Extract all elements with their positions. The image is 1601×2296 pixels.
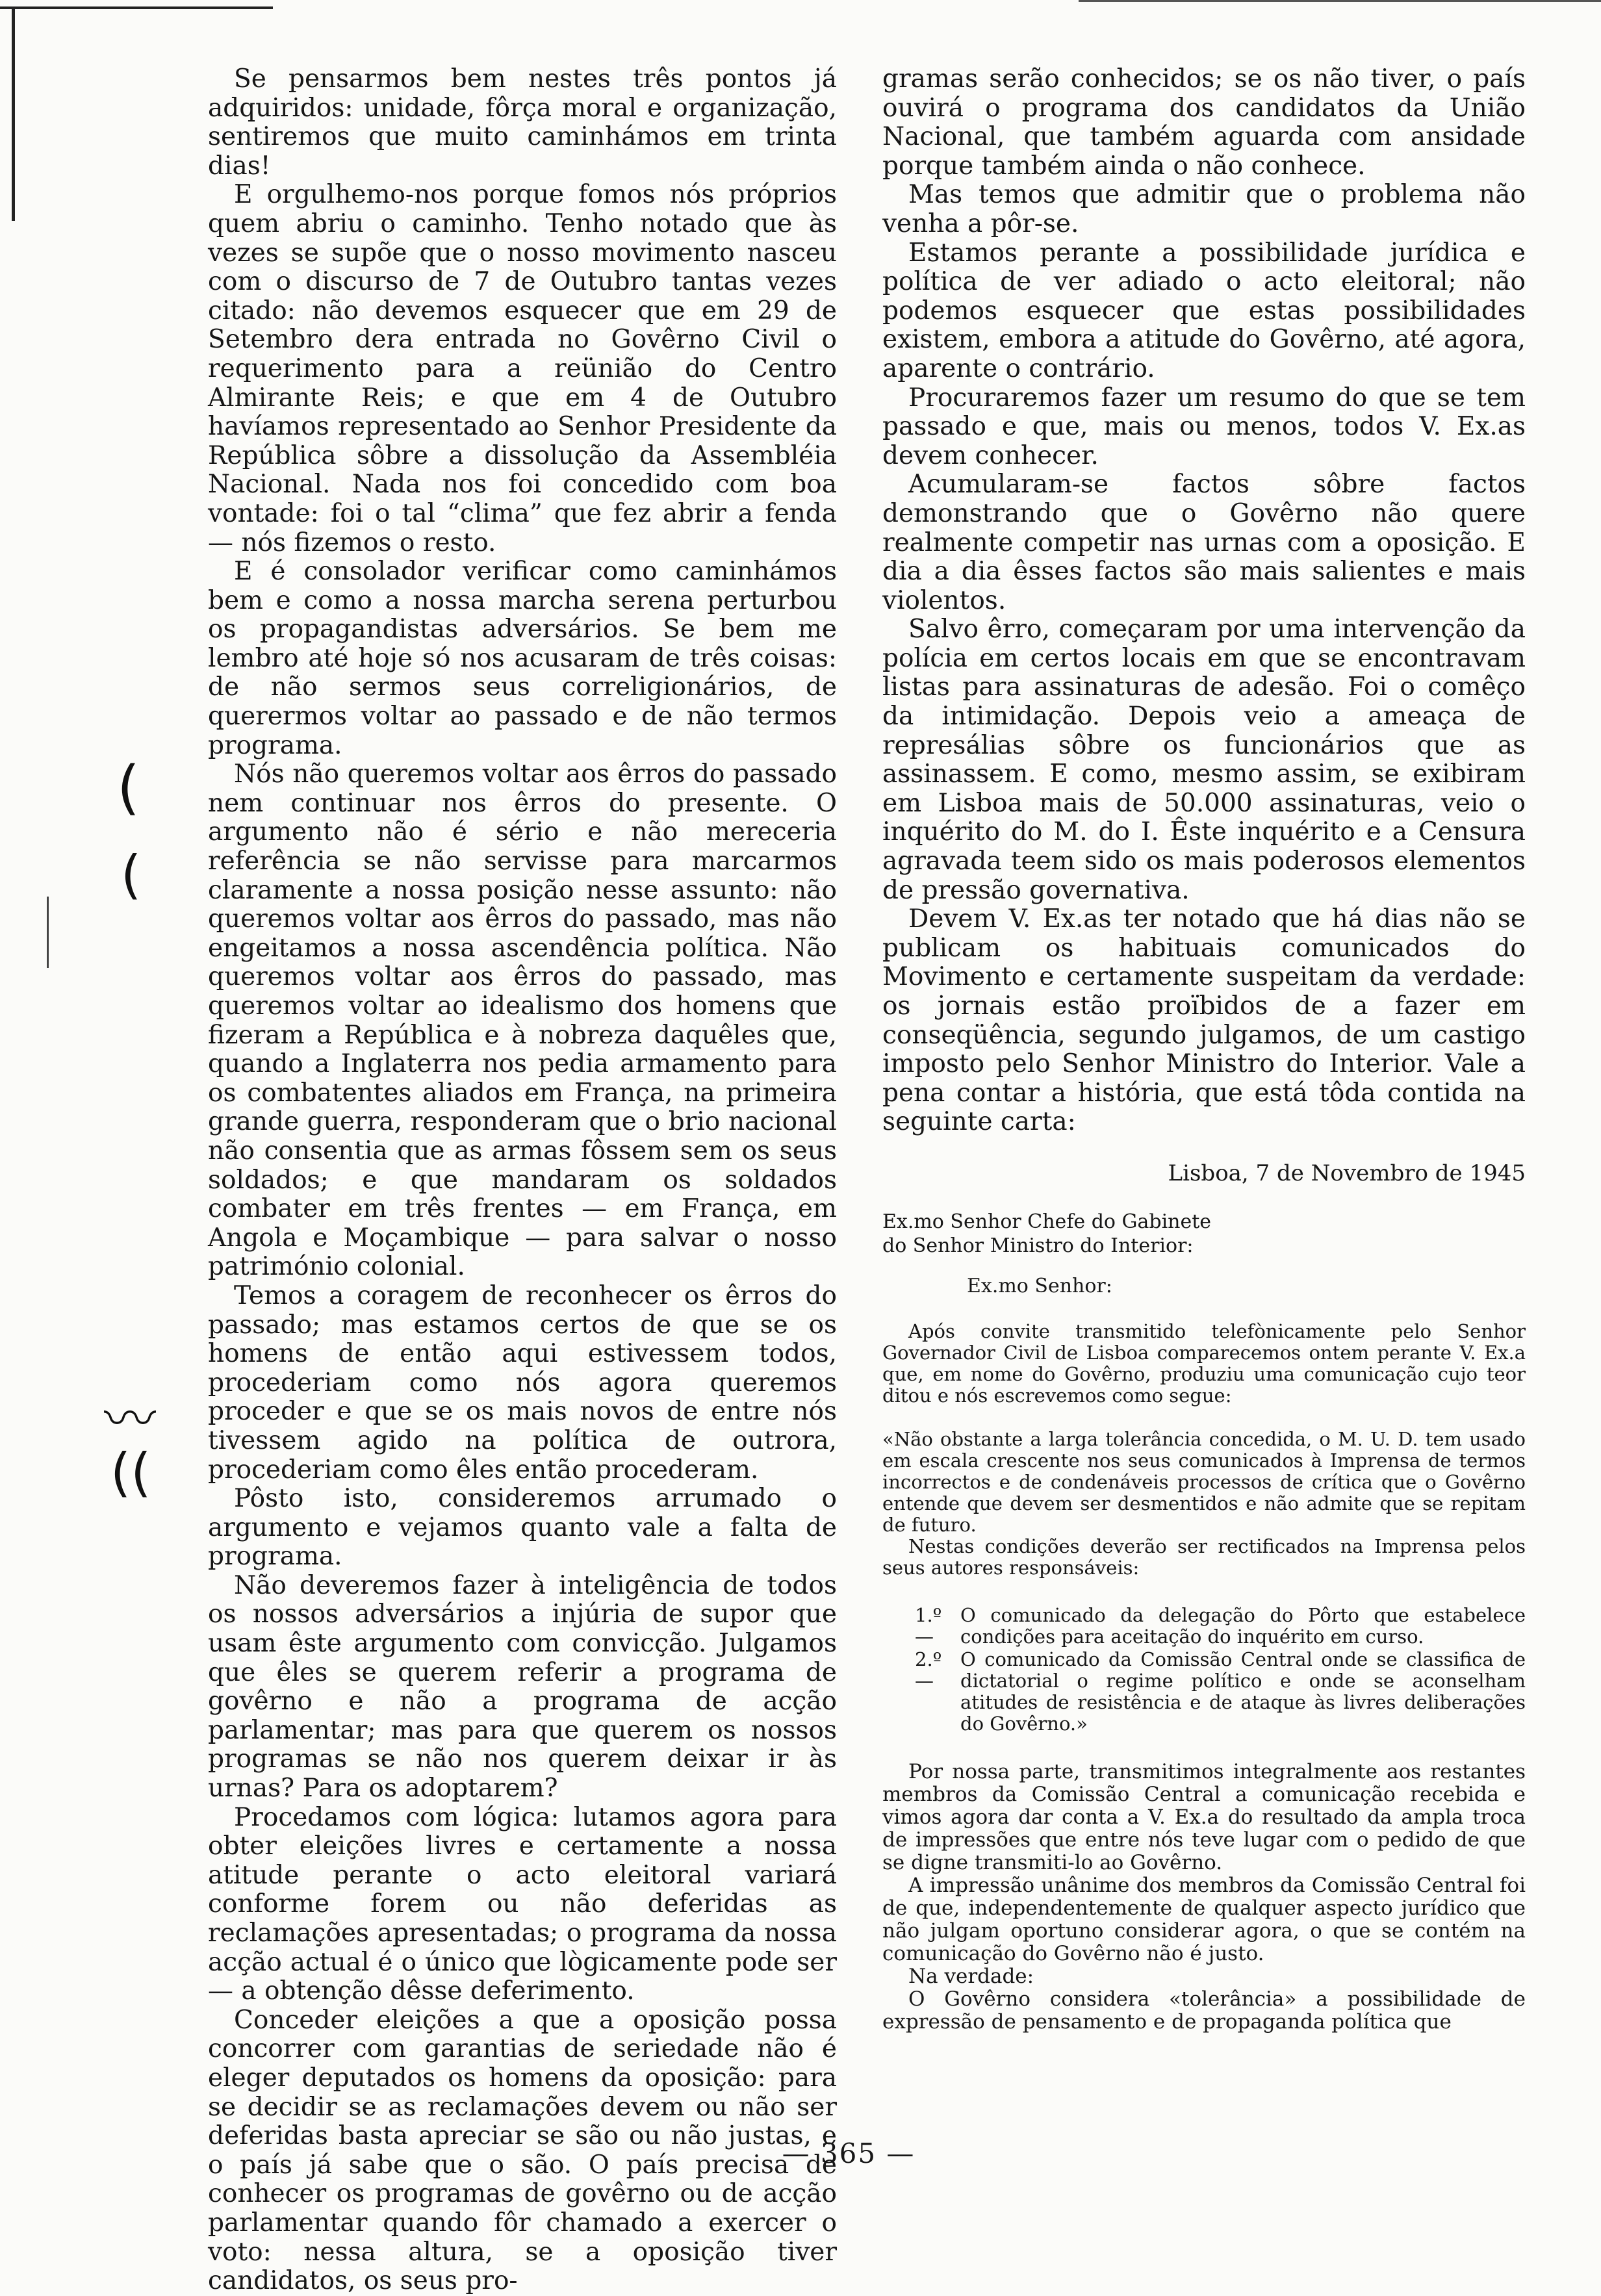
margin-mark-2: ( [121, 845, 142, 905]
page-number: — 365 — [782, 2137, 916, 2169]
letter-date: Lisboa, 7 de Novembro de 1945 [1168, 1160, 1526, 1186]
letter-after-paragraph-4: O Govêrno considera «tolerância» a possibilidade de expressão de pensamento e de propaganda política que [882, 1987, 1526, 2034]
letter-intro: Após convite transmitido telefònicamente pelo Senhor Governador Civil de Lisboa comparecemos ontem perante V. Ex.a que, em nome do Govêrno, produziu uma comunicação cujo teor ditou e nós escrevemos como segue: [882, 1320, 1526, 1407]
letter-after-paragraph-1: Por nossa parte, transmitimos integralmente aos restantes membros da Comissão Central a comunicação recebida e vimos agora dar conta a V. Ex.a do resultado da ampla troca de impressões que entre nós teve lugar com o pedido de que se digne transmiti-lo ao Govêrno. [882, 1759, 1526, 1874]
margin-mark-3: 〰 [104, 1389, 156, 1449]
letter-intro-block [882, 1321, 1526, 1407]
left-paragraph-9: Conceder eleições a que a oposição possa concorrer com garantias de seriedade não é eleger deputados os homens da oposição: para se decidir se as reclamações devem ou não ser deferidas basta apreciar se são ou não justas, e o país já sabe que o são. O país precisa de conhecer os programas de govêrno ou de acção parlamentar quando fôr chamado a exercer o voto: nessa altura, se a oposição tiver candidatos, os seus pro- [208, 2005, 837, 2296]
margin-mark-1: ( [117, 754, 140, 822]
left-paragraph-3: E é consolador verificar como caminhámos bem e como a nossa marcha serena perturbou os propagandistas adversários. Se bem me lembro até hoje só nos acusaram de três coisas: de não sermos seus correligionários, de querermos voltar ao passado e de não termos programa. [208, 557, 837, 760]
letter-after-paragraph-3: Na verdade: [908, 1964, 1034, 1988]
letter-item [882, 1605, 1526, 1648]
right-paragraph-3: Estamos perante a possibilidade jurídica e política de ver adiado o acto eleitoral; não podemos esquecer que estas possibilidades existem, embora a atitude do Govêrno, até agora, aparente o contrário. [882, 238, 1526, 383]
left-paragraph-7: Não deveremos fazer à inteligência de todos os nossos adversários a injúria de supor que usam êste argumento com convicção. Julgamos que êles se querem referir a programa de govêrno e não a programa de acção parlamentar; mas para que querem os nossos programas se não nos querem deixar ir às urnas? Para os adoptarem? [208, 1570, 837, 1804]
letter-addressee [882, 1210, 1526, 1258]
letter-addressee-line-2: do Senhor Ministro do Interior: [882, 1234, 1194, 1257]
letter-quote [882, 1429, 1526, 1579]
right-paragraph-1: gramas serão conhecidos; se os não tiver, o país ouvirá o programa dos candidatos da União Nacional, que também aguarda com ansidade porque também ainda o não conhece. [882, 64, 1526, 181]
left-paragraph-6: Pôsto isto, consideremos arrumado o argumento e vejamos quanto vale a falta de programa. [208, 1484, 837, 1572]
left-column [208, 65, 837, 2296]
margin-mark-4: (( [110, 1442, 151, 1503]
letter-addressee-line-1: Ex.mo Senhor Chefe do Gabinete [882, 1210, 1212, 1233]
letter-salutation: Ex.mo Senhor: [967, 1274, 1112, 1297]
letter-item-text: O comunicado da delegação do Pôrto que estabelece condições para aceitação do inquérito em curso. [960, 1603, 1526, 1648]
scan-edge-left [12, 6, 15, 221]
left-paragraph-5: Temos a coragem de reconhecer os êrros do passado; mas estamos certos de que se os homens de então aqui estivessem todos, procederiam como nós agora queremos proceder e que se os mais novos de entre nós tivessem agido na política de outrora, procederiam como êles então procederam. [208, 1281, 837, 1485]
scan-edge-top-right [1079, 0, 1601, 2]
letter-item-text: O comunicado da Comissão Central onde se classifica de dictatorial o regime político e onde se aconselham atitudes de resistência e de ataque às livres deliberações do Govêrno.» [960, 1648, 1526, 1735]
letter-items [882, 1605, 1526, 1735]
letter-item-number: 1.º — [915, 1603, 942, 1648]
right-column [882, 65, 1526, 2034]
right-paragraph-5: Acumularam-se factos sôbre factos demonstrando que o Govêrno não quere realmente competir nas urnas com a oposição. E dia a dia êsses factos são mais salientes e mais violentos. [882, 470, 1526, 615]
right-paragraph-6: Salvo êrro, começaram por uma intervenção da polícia em certos locais em que se encontravam listas para assinaturas de adesão. Foi o comêço da intimidação. Depois veio a ameaça de represálias sôbre os funcionários que as assinassem. E como, mesmo assim, se exibiram em Lisboa mais de 50.000 assinaturas, veio o inquérito do M. do I. Êste inquérito e a Censura agravada teem sido os mais poderosos elementos de pressão governativa. [882, 615, 1526, 905]
letter-item [882, 1649, 1526, 1735]
letter-quote-paragraph-2: Nestas condições deverão ser rectificados na Imprensa pelos seus autores responsáveis: [882, 1535, 1526, 1579]
letter-after-paragraph-2: A impressão unânime dos membros da Comissão Central foi de que, independentemente de qualquer aspecto jurídico que não julgam oportuno considerar agora, o que se contém na comunicação do Govêrno não é justo. [882, 1873, 1526, 1965]
right-paragraph-4: Procuraremos fazer um resumo do que se tem passado e que, mais ou menos, todos V. Ex.as devem conhecer. [882, 383, 1526, 470]
scan-edge-top-left [0, 6, 273, 9]
left-paragraph-8: Procedamos com lógica: lutamos agora para obter eleições livres e certamente a nossa atitude perante o acto eleitoral variará conforme forem ou não deferidas as reclamações apresentadas; o programa da nossa acção actual é o único que lògicamente pode ser — a obtenção dêsse deferimento. [208, 1802, 837, 2006]
margin-rule [47, 897, 49, 968]
letter-closing [882, 1761, 1526, 2034]
right-paragraph-2: Mas temos que admitir que o problema não venha a pôr-se. [882, 180, 1526, 238]
right-paragraph-7: Devem V. Ex.as ter notado que há dias não se publicam os habituais comunicados do Movimento e certamente suspeitam da verdade: os jornais estão proïbidos de a fazer em conseqüência, segundo julgamos, de um castigo imposto pelo Senhor Ministro do Interior. Vale a pena contar a história, que está tôda contida na seguinte carta: [882, 904, 1526, 1137]
left-paragraph-2: E orgulhemo-nos porque fomos nós próprios quem abriu o caminho. Tenho notado que às vezes se supõe que o nosso movimento nasceu com o discurso de 7 de Outubro tantas vezes citado: não devemos esquecer que em 29 de Setembro dera entrada no Govêrno Civil o requerimento para a reünião do Centro Almirante Reis; e que em 4 de Outubro havíamos representado ao Senhor Presidente da República sôbre a dissolução da Assembléia Nacional. Nada nos foi concedido com boa vontade: foi o tal “clima” que fez abrir a fenda — nós fizemos o resto. [208, 180, 837, 557]
left-paragraph-1: Se pensarmos bem nestes três pontos já adquiridos: unidade, fôrça moral e organização, sentiremos que muito caminhámos em trinta dias! [208, 64, 837, 181]
letter-item-number: 2.º — [915, 1648, 942, 1692]
letter-quote-paragraph-1: «Não obstante a larga tolerância concedida, o M. U. D. tem usado em escala crescente nos seus comunicados à Imprensa de termos incorrectos e de condenáveis processos de crítica que o Govêrno entende que devem ser desmentidos e não admite que se repitam de futuro. [882, 1427, 1526, 1536]
left-paragraph-4: Nós não queremos voltar aos êrros do passado nem continuar nos êrros do presente. O argumento não é sério e não mereceria referência se não servisse para marcarmos claramente a nossa posição nesse assunto: não queremos voltar aos êrros do passado, mas não engeitamos a nossa ascendência política. Não queremos voltar aos êrros do passado, mas queremos voltar ao idealismo dos homens que fizeram a República e à nobreza daquêles que, quando a Inglaterra nos pedia armamento para os combatentes aliados em França, na primeira grande guerra, responderam que o brio nacional não consentia que as armas fôssem sem os seus soldados; e que mandaram os soldados combater em três frentes — em França, em Angola e Moçambique — para salvar o nosso património colonial. [208, 759, 837, 1282]
